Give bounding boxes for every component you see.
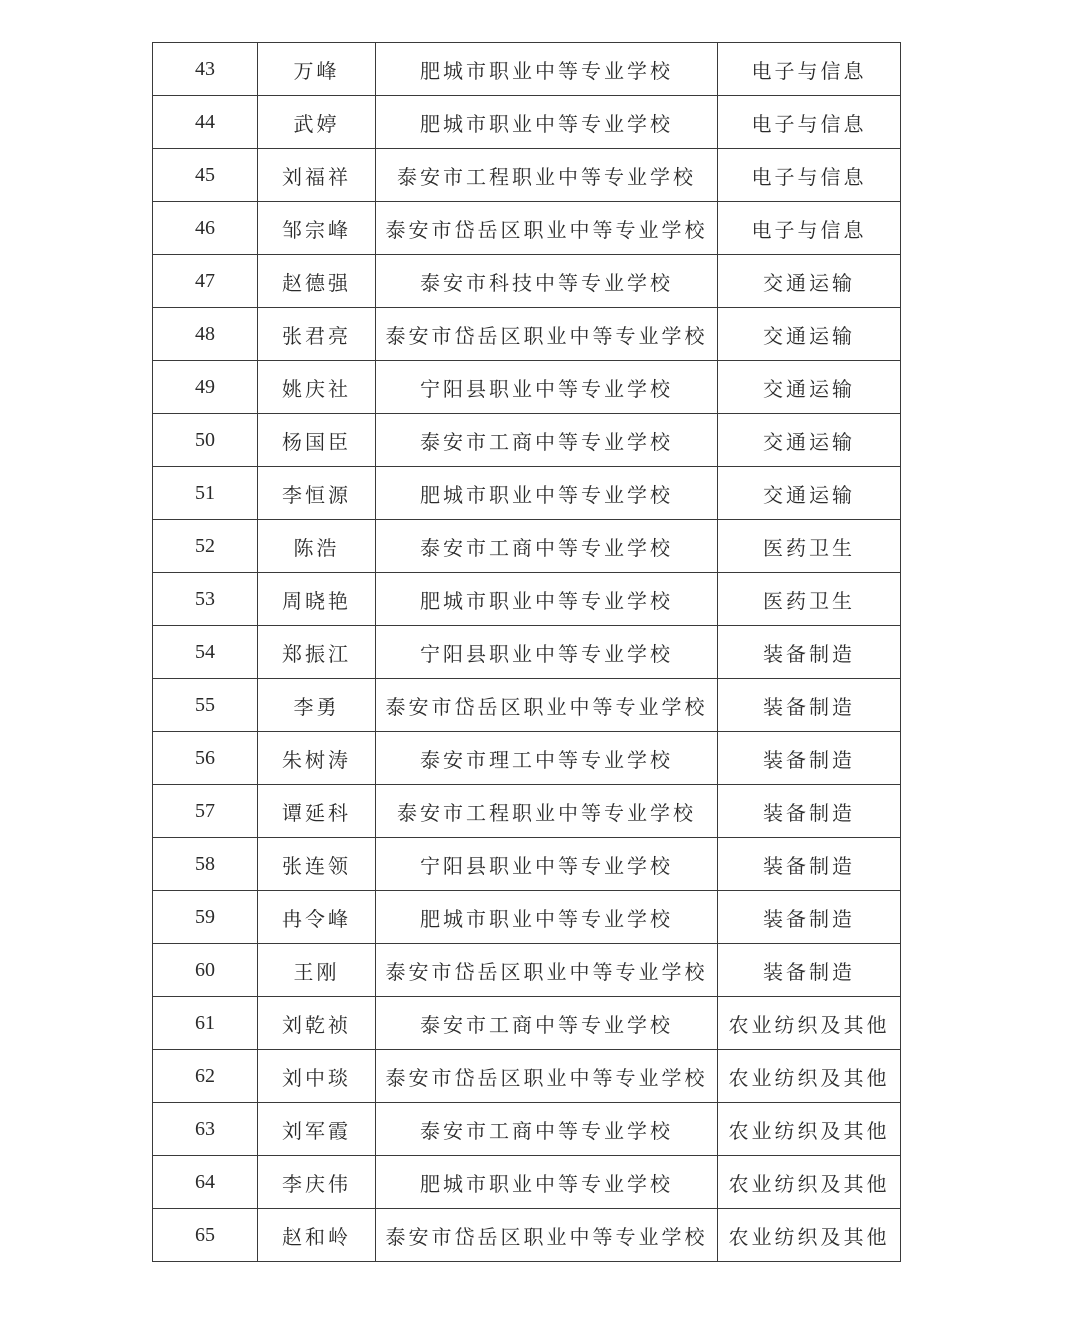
table-row — [153, 626, 901, 679]
school-name-cell: 肥城市职业中等专业学校 — [376, 96, 718, 149]
person-name-cell: 朱树涛 — [258, 732, 376, 785]
major-category-cell: 装备制造 — [718, 891, 901, 944]
major-category-cell: 电子与信息 — [718, 202, 901, 255]
person-name-cell: 张君亮 — [258, 308, 376, 361]
person-name-cell: 刘福祥 — [258, 149, 376, 202]
person-name-cell: 万峰 — [258, 43, 376, 96]
major-category-cell: 装备制造 — [718, 785, 901, 838]
school-name-cell: 肥城市职业中等专业学校 — [376, 43, 718, 96]
person-name-cell: 李恒源 — [258, 467, 376, 520]
row-number-cell: 56 — [153, 732, 258, 785]
table-row — [153, 96, 901, 149]
table-row — [153, 679, 901, 732]
table-row — [153, 785, 901, 838]
major-category-cell: 电子与信息 — [718, 149, 901, 202]
table-row — [153, 255, 901, 308]
person-name-cell: 李勇 — [258, 679, 376, 732]
row-number-cell: 57 — [153, 785, 258, 838]
roster-table — [152, 42, 901, 1262]
table-row — [153, 997, 901, 1050]
person-name-cell: 武婷 — [258, 96, 376, 149]
person-name-cell: 杨国臣 — [258, 414, 376, 467]
person-name-cell: 王刚 — [258, 944, 376, 997]
person-name-cell: 周晓艳 — [258, 573, 376, 626]
school-name-cell: 肥城市职业中等专业学校 — [376, 1156, 718, 1209]
school-name-cell: 宁阳县职业中等专业学校 — [376, 838, 718, 891]
school-name-cell: 泰安市科技中等专业学校 — [376, 255, 718, 308]
row-number-cell: 61 — [153, 997, 258, 1050]
major-category-cell: 交通运输 — [718, 467, 901, 520]
person-name-cell: 谭延科 — [258, 785, 376, 838]
major-category-cell: 交通运输 — [718, 361, 901, 414]
major-category-cell: 农业纺织及其他 — [718, 1209, 901, 1262]
school-name-cell: 泰安市工商中等专业学校 — [376, 1103, 718, 1156]
table-row — [153, 944, 901, 997]
person-name-cell: 张连领 — [258, 838, 376, 891]
row-number-cell: 62 — [153, 1050, 258, 1103]
row-number-cell: 54 — [153, 626, 258, 679]
table-row — [153, 573, 901, 626]
table-row — [153, 1050, 901, 1103]
major-category-cell: 农业纺织及其他 — [718, 1156, 901, 1209]
person-name-cell: 刘中琰 — [258, 1050, 376, 1103]
table-row — [153, 43, 901, 96]
major-category-cell: 装备制造 — [718, 944, 901, 997]
table-row — [153, 732, 901, 785]
major-category-cell: 农业纺织及其他 — [718, 1050, 901, 1103]
major-category-cell: 装备制造 — [718, 838, 901, 891]
row-number-cell: 43 — [153, 43, 258, 96]
row-number-cell: 59 — [153, 891, 258, 944]
person-name-cell: 赵和岭 — [258, 1209, 376, 1262]
school-name-cell: 肥城市职业中等专业学校 — [376, 891, 718, 944]
table-row — [153, 520, 901, 573]
row-number-cell: 48 — [153, 308, 258, 361]
row-number-cell: 45 — [153, 149, 258, 202]
school-name-cell: 泰安市岱岳区职业中等专业学校 — [376, 1209, 718, 1262]
person-name-cell: 赵德强 — [258, 255, 376, 308]
school-name-cell: 泰安市理工中等专业学校 — [376, 732, 718, 785]
row-number-cell: 51 — [153, 467, 258, 520]
row-number-cell: 60 — [153, 944, 258, 997]
major-category-cell: 医药卫生 — [718, 520, 901, 573]
major-category-cell: 电子与信息 — [718, 96, 901, 149]
major-category-cell: 交通运输 — [718, 308, 901, 361]
row-number-cell: 63 — [153, 1103, 258, 1156]
row-number-cell: 47 — [153, 255, 258, 308]
table-row — [153, 149, 901, 202]
person-name-cell: 姚庆社 — [258, 361, 376, 414]
major-category-cell: 农业纺织及其他 — [718, 1103, 901, 1156]
person-name-cell: 郑振江 — [258, 626, 376, 679]
row-number-cell: 52 — [153, 520, 258, 573]
person-name-cell: 刘乾祯 — [258, 997, 376, 1050]
major-category-cell: 交通运输 — [718, 255, 901, 308]
major-category-cell: 装备制造 — [718, 732, 901, 785]
person-name-cell: 陈浩 — [258, 520, 376, 573]
school-name-cell: 泰安市工程职业中等专业学校 — [376, 785, 718, 838]
row-number-cell: 64 — [153, 1156, 258, 1209]
major-category-cell: 医药卫生 — [718, 573, 901, 626]
school-name-cell: 泰安市岱岳区职业中等专业学校 — [376, 202, 718, 255]
person-name-cell: 李庆伟 — [258, 1156, 376, 1209]
major-category-cell: 交通运输 — [718, 414, 901, 467]
row-number-cell: 44 — [153, 96, 258, 149]
school-name-cell: 泰安市工商中等专业学校 — [376, 520, 718, 573]
school-name-cell: 泰安市岱岳区职业中等专业学校 — [376, 679, 718, 732]
table-row — [153, 308, 901, 361]
major-category-cell: 装备制造 — [718, 679, 901, 732]
school-name-cell: 宁阳县职业中等专业学校 — [376, 361, 718, 414]
row-number-cell: 65 — [153, 1209, 258, 1262]
school-name-cell: 泰安市岱岳区职业中等专业学校 — [376, 308, 718, 361]
table-row — [153, 891, 901, 944]
table-row — [153, 202, 901, 255]
school-name-cell: 泰安市岱岳区职业中等专业学校 — [376, 944, 718, 997]
school-name-cell: 肥城市职业中等专业学校 — [376, 467, 718, 520]
row-number-cell: 55 — [153, 679, 258, 732]
school-name-cell: 泰安市岱岳区职业中等专业学校 — [376, 1050, 718, 1103]
row-number-cell: 53 — [153, 573, 258, 626]
major-category-cell: 装备制造 — [718, 626, 901, 679]
person-name-cell: 冉令峰 — [258, 891, 376, 944]
major-category-cell: 电子与信息 — [718, 43, 901, 96]
table-row — [153, 838, 901, 891]
row-number-cell: 58 — [153, 838, 258, 891]
major-category-cell: 农业纺织及其他 — [718, 997, 901, 1050]
row-number-cell: 46 — [153, 202, 258, 255]
table-row — [153, 1209, 901, 1262]
school-name-cell: 泰安市工程职业中等专业学校 — [376, 149, 718, 202]
school-name-cell: 泰安市工商中等专业学校 — [376, 997, 718, 1050]
school-name-cell: 泰安市工商中等专业学校 — [376, 414, 718, 467]
person-name-cell: 邹宗峰 — [258, 202, 376, 255]
table-row — [153, 1156, 901, 1209]
table-row — [153, 1103, 901, 1156]
table-row — [153, 414, 901, 467]
table-row — [153, 361, 901, 414]
row-number-cell: 50 — [153, 414, 258, 467]
table-row — [153, 467, 901, 520]
school-name-cell: 肥城市职业中等专业学校 — [376, 573, 718, 626]
row-number-cell: 49 — [153, 361, 258, 414]
school-name-cell: 宁阳县职业中等专业学校 — [376, 626, 718, 679]
roster-table-body — [153, 43, 901, 1262]
person-name-cell: 刘军霞 — [258, 1103, 376, 1156]
